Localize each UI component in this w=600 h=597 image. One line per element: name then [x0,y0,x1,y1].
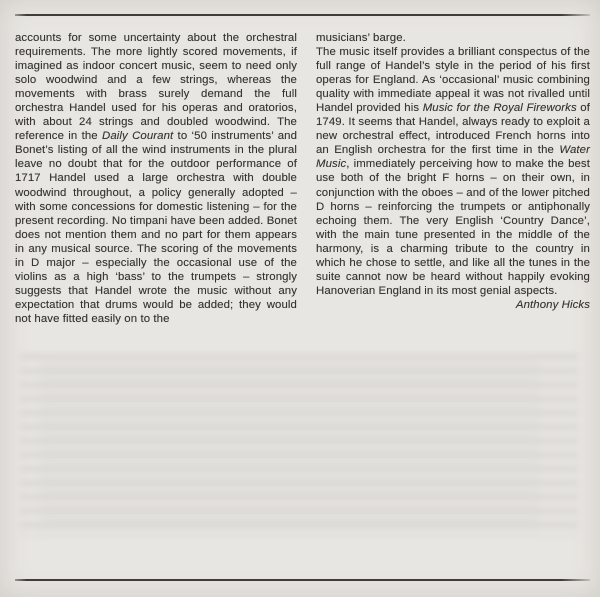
italic-text-segment: Music for the Royal Fireworks [422,102,577,115]
page-showthrough-texture [40,357,540,533]
right-column-paragraph-2 [316,45,590,298]
bottom-rule [15,579,590,581]
left-column [15,31,297,326]
right-column [316,31,590,326]
text-columns [15,31,590,326]
italic-text-segment: Water Music [316,144,590,171]
left-column-paragraph [15,31,297,326]
text-segment: to ‘50 instruments’ and Bonet’s listing of all the wind instruments in the plural leave no doubt that for the outdoor performance of 1717 Handel used a large orchestra with double woodwind throughout, a policy generally adopted – with some concessions for domestic listening – for the present recording. No timpani have been added. Bonet does not mention them and no part for them appears in any musical source. The scoring of the movements in D major – especially the occasional use of the violins as a high ‘bass’ to the trumpets – strongly suggests that Handel wrote the music without any expectation that drums would be added; they would not have fitted easily on to the [15,130,298,325]
text-segment: of 1749. It seems that Handel, always ready to exploit a new orchestral effect, introduced French horns into an English orchestra for the first time in the [316,102,590,157]
top-rule [15,14,590,16]
text-segment: The music itself provides a brilliant conspectus of the full range of Handel’s style in the period of his first operas for England. As ‘occasional’ music combining quality with immediate appeal it was not rivalled until Handel provided his [316,46,590,115]
author-byline: Anthony Hicks [515,298,590,311]
right-column-paragraph-1: musicians’ barge. [316,32,406,44]
text-segment: accounts for some uncertainty about the orchestral requirements. The more lightly scored movements, if imagined as indoor concert music, seem to need only solo woodwind and a few strings, whereas the movements with brass surely demand the full orchestra Handel used for his operas and oratorios, with about 24 strings and doubled woodwind. The reference in the [15,32,297,143]
italic-text-segment: Daily Courant [102,130,174,143]
text-segment: , immediately perceiving how to make the best use both of the bright F horns – on their own, in conjunction with the oboes – and of the lower pitched D horns – reinforcing the trumpets or antiphonally echoing them. The very English ‘Country Dance’, with the main tune presented in the middle of the harmony, is a charming tribute to the country in which he chose to settle, and like all the tunes in the suite cannot now be heard without happily evoking Hanoverian England in its most genial aspects. [316,158,590,297]
